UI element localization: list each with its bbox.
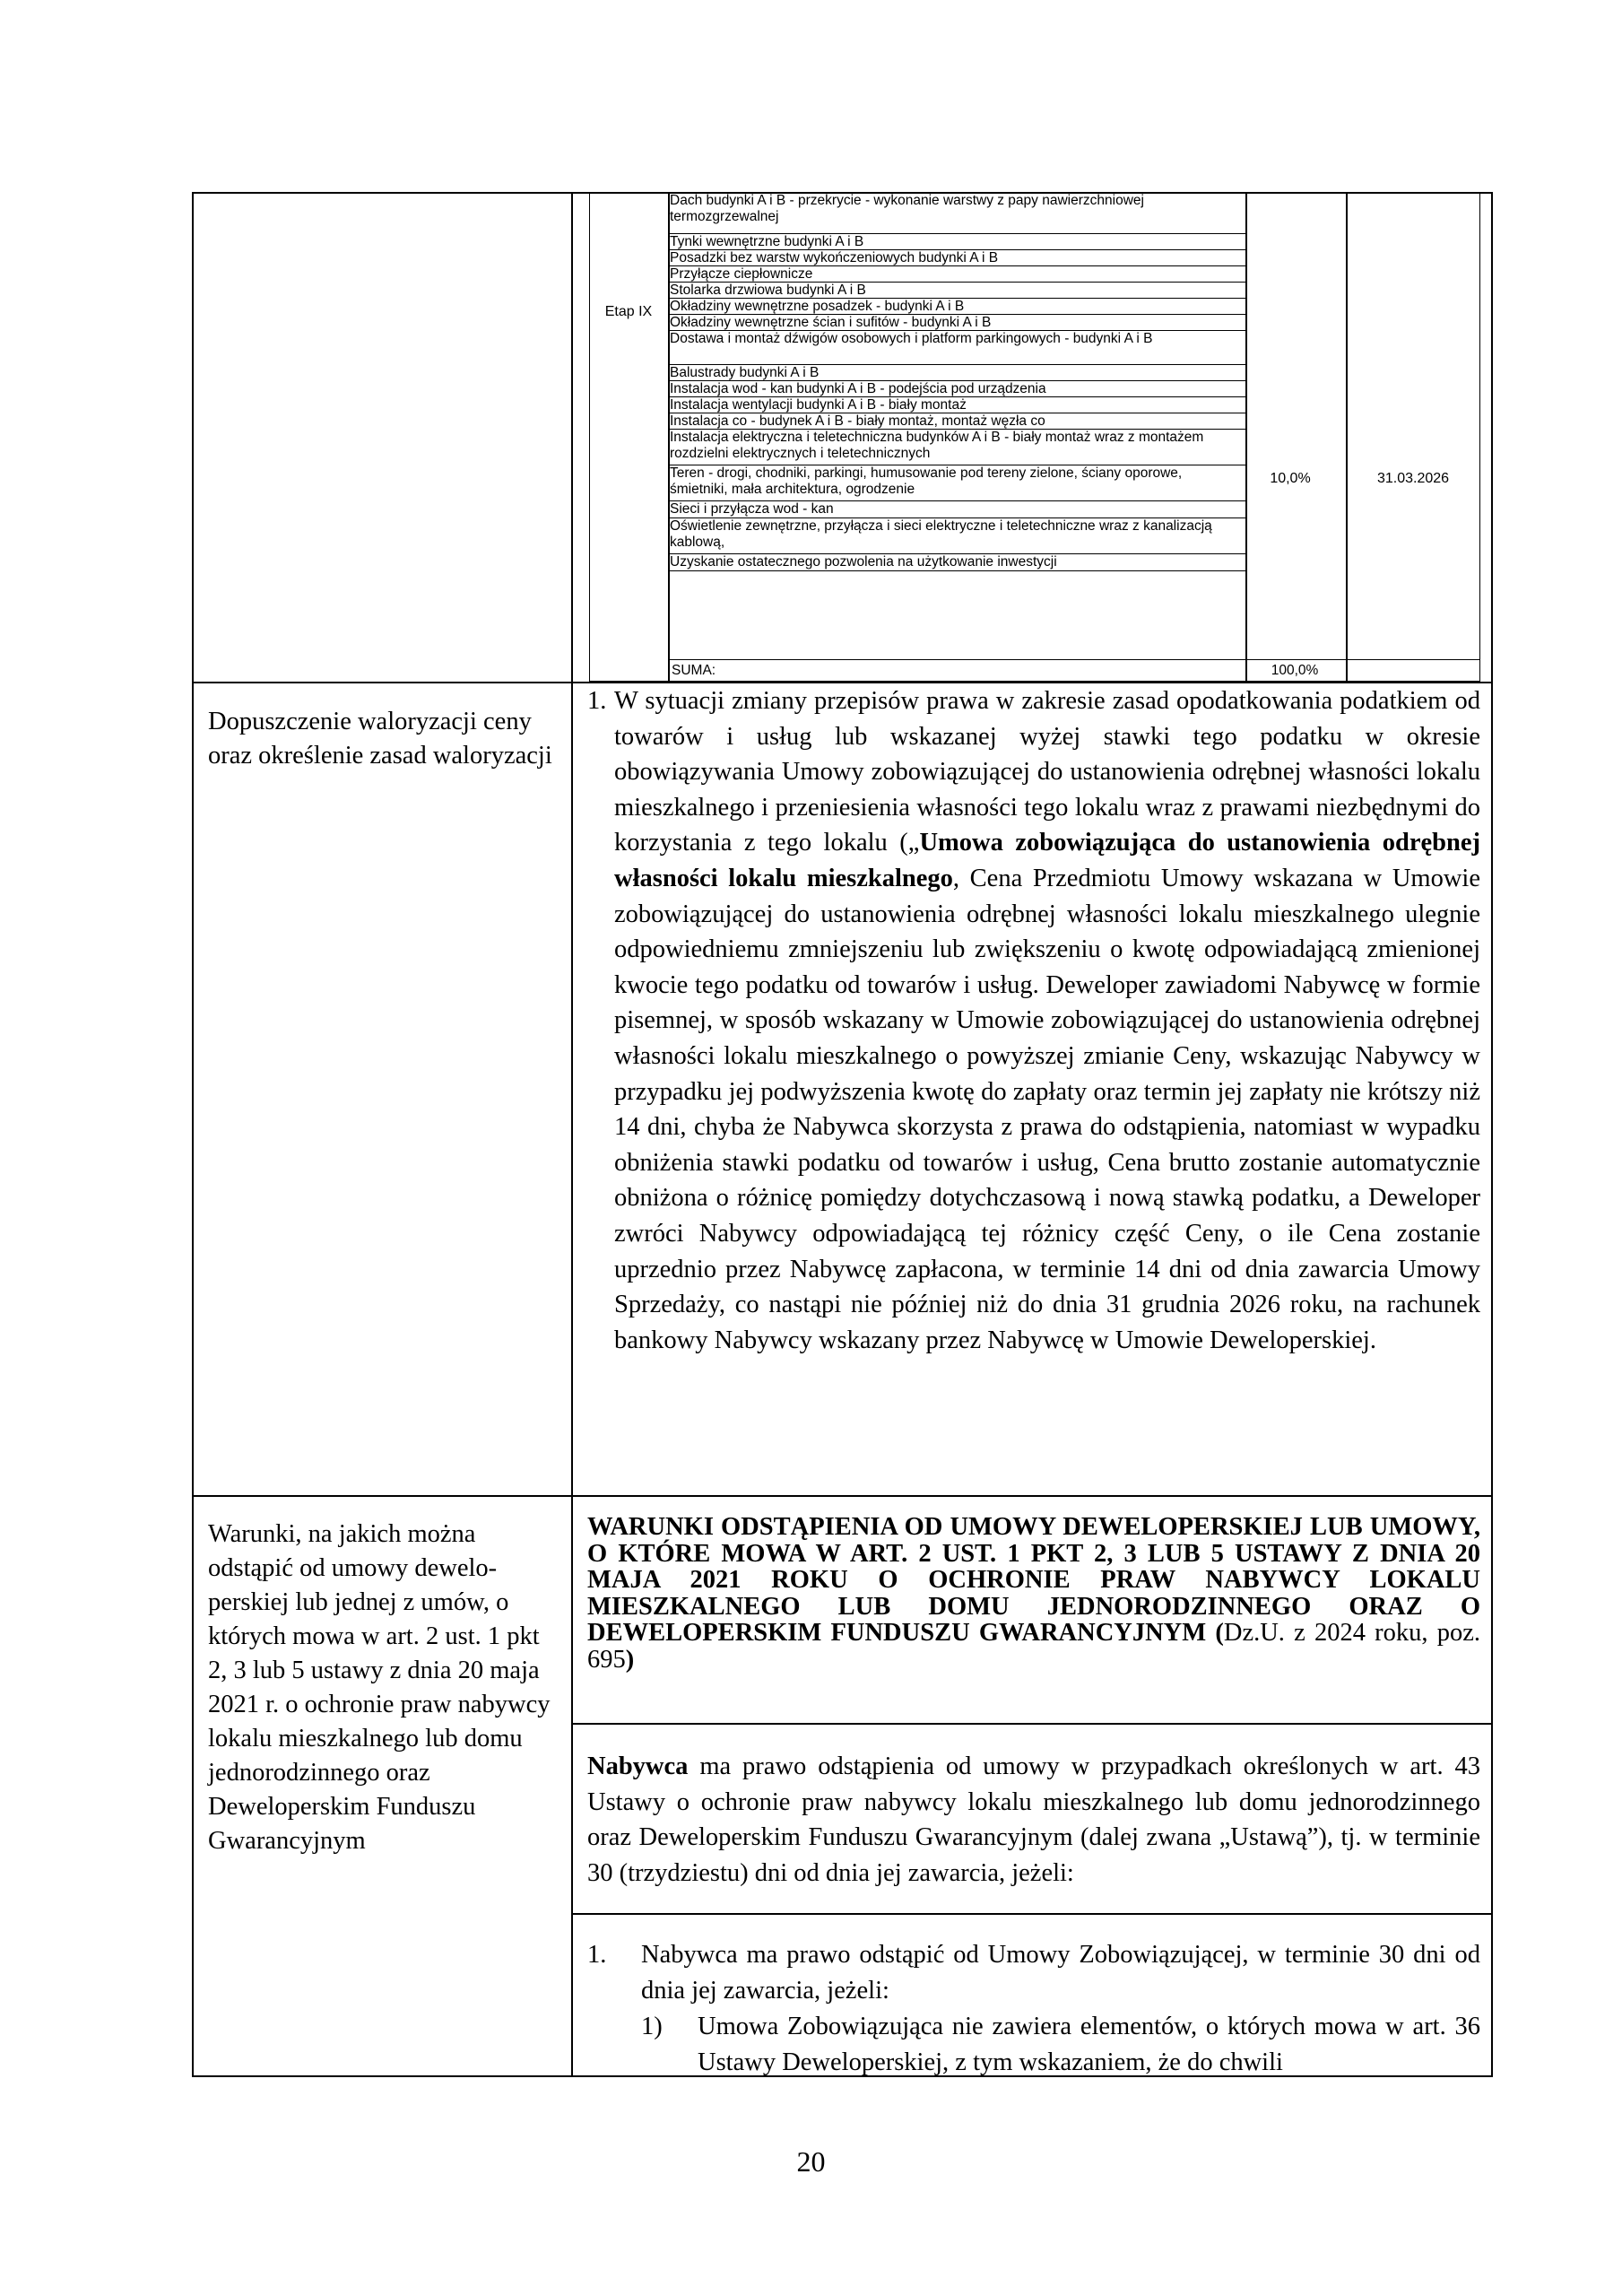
schedule-row: Dach budynki A i B - przekrycie - wykonanie warstwy z papy nawierzchniowej termozgrzewalnej: [668, 193, 1245, 234]
list-item-text: Nabywca ma prawo odstąpić od Umowy Zobowiązującej, w terminie 30 dni od dnia jej zawarcia, jeżeli:: [641, 1941, 1480, 2005]
schedule-row: Teren - drogi, chodniki, parkingi, humusowanie pod tereny zielone, ściany oporowe, śmietniki, mała architektura, ogrodzenie: [668, 465, 1245, 501]
schedule-row: Tynki wewnętrzne budynki A i B: [668, 234, 1245, 250]
schedule-row: Sieci i przyłącza wod - kan: [668, 501, 1245, 518]
withdrawal-heading-citation: Dz.U. z 2024 roku, poz. 695: [587, 1619, 1480, 1674]
schedule-row: Posadzki bez warstw wykończeniowych budynki A i B: [668, 250, 1245, 266]
valorization-text: W sytuacji zmiany przepisów prawa w zakresie zasad opodatkowania podatkiem od towarów i usług lub wskazanej wyżej stawki tego podatku w okresie obowiązywania Umowy zobowiązującej do ustanowienia odrębnej własności lokalu mieszkalnego i przeniesienia własności tego lokalu wraz z prawami niezbędnymi do korzystania z tego lokalu („: [614, 687, 1480, 857]
schedule-row: Instalacja wod - kan budynki A i B - podejścia pod urządzenia: [668, 381, 1245, 397]
schedule-row: Instalacja elektryczna i teletechniczna budynków A i B - biały montaż wraz z montażem rozdzielni elektrycznych i teletechnicznych: [668, 430, 1245, 465]
schedule-row: Stolarka drzwiowa budynki A i B: [668, 283, 1245, 299]
table-subrow-divider: [573, 1913, 1493, 1915]
valorization-paragraph: [587, 683, 1480, 1358]
valorization-text: , Cena Przedmiotu Umowy wskazana w Umowie zobowiązującej do ustanowienia odrębnej własności lokalu mieszkalnego ulegnie odpowiedniemu zmniejszeniu lub zwiększeniu o kwotę odpowiadającą zmienionej kwocie tego podatku od towarów i usług. Deweloper zawiadomi Nabywcę w formie pisemnej, w sposób wskazany w Umowie zobowiązującej do ustanowienia odrębnej własności lokalu mieszkalnego o powyższej zmianie Ceny, wskazując Nabywcy w przypadku jej podwyższenia kwotę do zapłaty oraz termin jej zapłaty nie krótszy niż 14 dni, chyba że Nabywca skorzysta z prawa do odstąpienia, natomiast w wypadku obniżenia stawki podatku od towarów i usług, Cena brutto zostanie automatycznie obniżona o różnicę pomiędzy dotychczasową i nową stawką podatku, a Deweloper zwróci Nabywcy odpowiadającą tej różnicy część Ceny, o ile Cena zostanie uprzednio przez Nabywcę zapłacona, w terminie 14 dni od dnia zawarcia Umowy Sprzedaży, co nastąpi nie później niż do dnia 31 grudnia 2026 roku, na rachunek bankowy Nabywcy wskazany przez Nabywcę w Umowie Deweloperskiej.: [614, 864, 1480, 1354]
withdrawal-heading: [587, 1514, 1480, 1673]
withdrawal-sublist-item: [641, 2009, 1480, 2080]
sublist-item-number: 1): [641, 2013, 663, 2040]
list-item-number: 1.: [587, 1941, 607, 1969]
withdrawal-body-text: ma prawo odstąpienia od umowy w przypadkach określonych w art. 43 Ustawy o ochronie praw nabywcy lokalu mieszkalnego lub domu jednorodzinnego oraz Deweloperskim Funduszu Gwarancyjnym (dalej zwana „Ustawą”), tj. w terminie 30 (trzydziestu) dni od dnia jej zawarcia, jeżeli:: [587, 1752, 1480, 1887]
withdrawal-body: [587, 1749, 1480, 1891]
schedule-row: Oświetlenie zewnętrzne, przyłącza i sieci elektryczne i teletechniczne wraz z kanalizacją kablową,: [668, 518, 1245, 554]
withdrawal-label: Warunki, na jakich można odstąpić od umowy dewelo-perskiej lub jednej z umów, o których mowa w art. 2 ust. 1 pkt 2, 3 lub 5 ustawy z dnia 20 maja 2021 r. o ochronie praw nabywcy lokalu mieszkalnego lub domu jednorodzinnego oraz Deweloperskim Funduszu Gwarancyjnym: [208, 1520, 551, 1855]
valorization-label: Dopuszczenie waloryzacji ceny oraz określenie zasad waloryzacji: [208, 708, 552, 770]
schedule-table: [589, 193, 1480, 682]
sum-value: 100,0%: [1271, 663, 1319, 678]
schedule-row: Okładziny wewnętrzne ścian i sufitów - budynki A i B: [668, 315, 1245, 331]
schedule-row: Przyłącze ciepłownicze: [668, 266, 1245, 283]
schedule-col-line: [1245, 193, 1247, 682]
table-column-divider: [571, 192, 573, 2077]
schedule-col-line: [1346, 193, 1348, 682]
schedule-row: Instalacja wentylacji budynki A i B - biały montaż: [668, 397, 1245, 413]
schedule-percent: 10,0%: [1270, 471, 1311, 486]
schedule-row: Balustrady budynki A i B: [668, 365, 1245, 381]
table-row-divider: [192, 1495, 1493, 1497]
stage-label: Etap IX: [604, 304, 653, 319]
withdrawal-list-item: [587, 1937, 1480, 2008]
page-number: 20: [796, 2145, 826, 2178]
schedule-row: Okładziny wewnętrzne posadzek - budynki A i B: [668, 299, 1245, 315]
withdrawal-heading-close: ): [625, 1645, 635, 1674]
schedule-date: 31.03.2026: [1376, 471, 1450, 486]
valorization-number: 1.: [587, 687, 607, 715]
withdrawal-body-term: Nabywca: [587, 1752, 689, 1780]
valorization-body: [614, 683, 1480, 1358]
withdrawal-heading-bold: WARUNKI ODSTĄPIENIA OD UMOWY DEWELOPERSKIEJ LUB UMOWY, O KTÓRE MOWA W ART. 2 UST. 1 PKT 2, 3 LUB 5 USTAWY Z DNIA 20 MAJA 2021 ROKU O OCHRONIE PRAW NABYWCY LOKALU MIESZKALNEGO LUB DOMU JEDNORODZINNEGO ORAZ O DEWELOPERSKIM FUNDUSZU GWARANCYJNYM (: [587, 1513, 1480, 1647]
schedule-row: Dostawa i montaż dźwigów osobowych i platform parkingowych - budynki A i B: [668, 331, 1245, 365]
schedule-row: Instalacja co - budynek A i B - biały montaż, montaż węzła co: [668, 413, 1245, 430]
sum-label: SUMA:: [672, 663, 716, 678]
valorization-defined-term: Umowa zobowiązująca do ustanowienia odrębnej własności lokalu mieszkalnego: [614, 829, 1480, 892]
sublist-item-text: Umowa Zobowiązująca nie zawiera elementów, o których mowa w art. 36 Ustawy Deweloperskiej, z tym wskazaniem, że do chwili: [698, 2013, 1480, 2076]
table-subrow-divider: [573, 1723, 1493, 1725]
schedule-row: Uzyskanie ostatecznego pozwolenia na użytkowanie inwestycji: [668, 554, 1245, 571]
schedule-sum-row: [668, 659, 1480, 682]
